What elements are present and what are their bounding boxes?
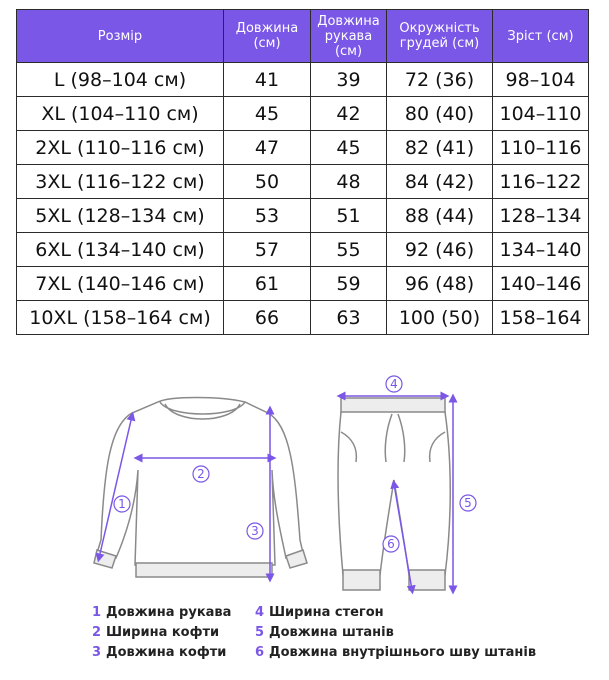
cell-chest: 88 (44) (387, 199, 493, 233)
legend-label: Ширина кофти (106, 624, 220, 640)
marker-3: 3 (251, 524, 259, 538)
cell-chest: 92 (46) (387, 233, 493, 267)
legend-number: 1 (92, 604, 102, 620)
header-height: Зріст (см) (493, 10, 589, 63)
cell-length: 41 (224, 63, 311, 97)
garment-illustration (0, 360, 609, 610)
legend-label: Довжина кофти (106, 644, 227, 660)
cell-chest: 100 (50) (387, 301, 493, 335)
cell-height: 140–146 (493, 267, 589, 301)
cell-sleeve: 39 (311, 63, 387, 97)
legend-label: Довжина штанів (269, 624, 394, 640)
cell-length: 50 (224, 165, 311, 199)
header-chest: Окружність грудей (см) (387, 10, 493, 63)
marker-1: 1 (118, 497, 126, 511)
legend-number: 3 (92, 644, 102, 660)
cell-sleeve: 51 (311, 199, 387, 233)
measurement-legend (92, 602, 536, 662)
cell-length: 61 (224, 267, 311, 301)
cell-chest: 96 (48) (387, 267, 493, 301)
table-row (17, 301, 589, 335)
cell-chest: 82 (41) (387, 131, 493, 165)
size-table (16, 9, 589, 335)
cell-height: 110–116 (493, 131, 589, 165)
pants-drawing (338, 398, 450, 590)
legend-label: Довжина рукава (106, 604, 232, 620)
cell-sleeve: 63 (311, 301, 387, 335)
header-length: Довжина (см) (224, 10, 311, 63)
marker-6: 6 (387, 537, 395, 551)
legend-label: Ширина стегон (269, 604, 384, 620)
legend-item (255, 605, 384, 620)
cell-sleeve: 42 (311, 97, 387, 131)
marker-5: 5 (464, 496, 472, 510)
cell-length: 66 (224, 301, 311, 335)
cell-size: 6XL (134–140 см) (17, 233, 224, 267)
legend-number: 5 (255, 624, 265, 640)
cell-length: 45 (224, 97, 311, 131)
legend-item (92, 645, 255, 660)
table-row (17, 233, 589, 267)
cell-size: 7XL (140–146 см) (17, 267, 224, 301)
legend-number: 2 (92, 624, 102, 640)
cell-chest: 84 (42) (387, 165, 493, 199)
legend-number: 6 (255, 644, 265, 660)
cell-length: 53 (224, 199, 311, 233)
cell-height: 104–110 (493, 97, 589, 131)
cell-size: 2XL (110–116 см) (17, 131, 224, 165)
cell-size: 3XL (116–122 см) (17, 165, 224, 199)
cell-length: 47 (224, 131, 311, 165)
table-row (17, 97, 589, 131)
cell-height: 128–134 (493, 199, 589, 233)
legend-item (255, 625, 394, 640)
header-sleeve-length: Довжина рукава (см) (311, 10, 387, 63)
cell-chest: 72 (36) (387, 63, 493, 97)
table-row (17, 267, 589, 301)
cell-length: 57 (224, 233, 311, 267)
legend-row (92, 602, 536, 622)
cell-height: 98–104 (493, 63, 589, 97)
legend-item (92, 625, 255, 640)
header-size: Розмір (17, 10, 224, 63)
cell-size: 5XL (128–134 см) (17, 199, 224, 233)
legend-item (255, 645, 536, 660)
table-row (17, 63, 589, 97)
cell-size: L (98–104 см) (17, 63, 224, 97)
cell-sleeve: 59 (311, 267, 387, 301)
marker-2: 2 (197, 467, 205, 481)
cell-height: 134–140 (493, 233, 589, 267)
table-row (17, 131, 589, 165)
cell-chest: 80 (40) (387, 97, 493, 131)
legend-row (92, 642, 536, 662)
marker-4: 4 (390, 377, 398, 391)
cell-sleeve: 48 (311, 165, 387, 199)
cell-sleeve: 45 (311, 131, 387, 165)
cell-size: 10XL (158–164 см) (17, 301, 224, 335)
legend-label: Довжина внутрішнього шву штанів (269, 644, 537, 660)
legend-item (92, 605, 255, 620)
legend-row (92, 622, 536, 642)
legend-number: 4 (255, 604, 265, 620)
cell-height: 158–164 (493, 301, 589, 335)
sweatshirt-drawing (94, 398, 307, 578)
cell-size: XL (104–110 см) (17, 97, 224, 131)
table-header-row (17, 10, 589, 63)
table-row (17, 199, 589, 233)
table-row (17, 165, 589, 199)
cell-height: 116–122 (493, 165, 589, 199)
cell-sleeve: 55 (311, 233, 387, 267)
